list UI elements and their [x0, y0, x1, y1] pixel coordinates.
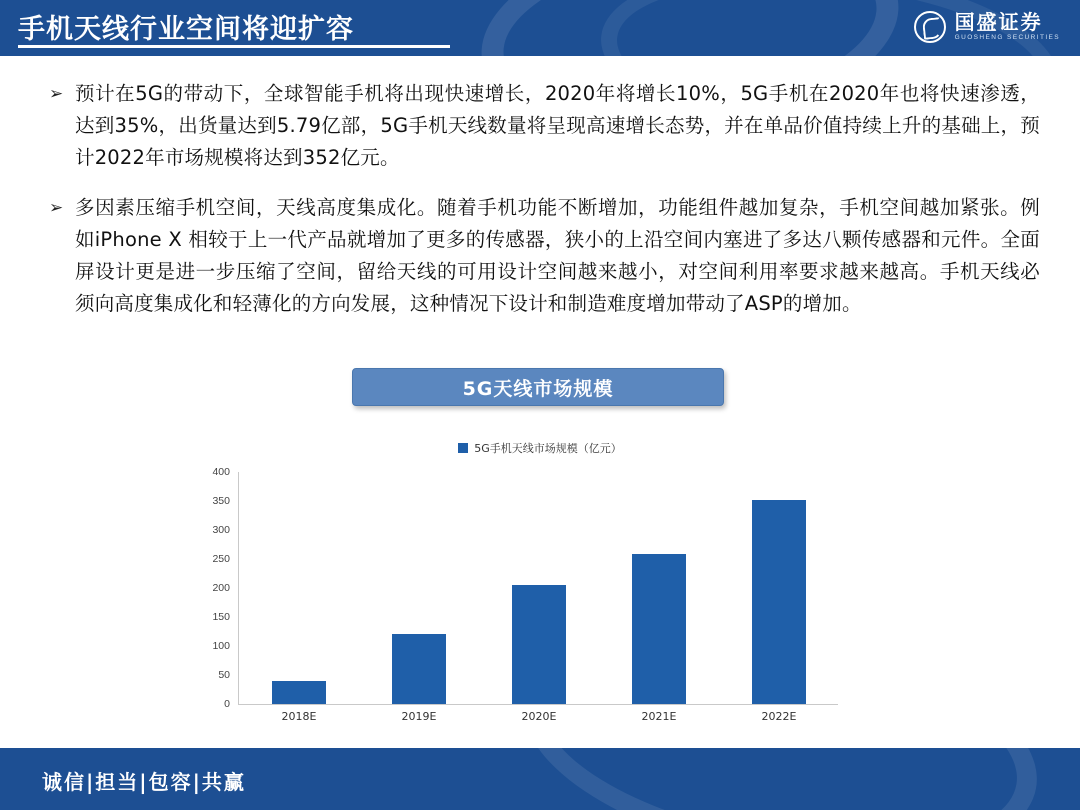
title-underline: [18, 45, 450, 48]
bullet-item: [45, 192, 1040, 320]
y-axis-tick-label: 250: [212, 553, 230, 565]
brand-lockup: [914, 11, 1060, 43]
y-axis-tick-label: 350: [212, 495, 230, 507]
y-axis-tick-label: 400: [212, 466, 230, 478]
footer-slogan: 诚信|担当|包容|共赢: [42, 770, 246, 794]
chart-bar[interactable]: [512, 585, 566, 704]
chart-bars: [239, 472, 839, 704]
slide-header: [0, 0, 1080, 56]
x-axis-line: [238, 704, 838, 705]
bullet-item: [45, 78, 1040, 174]
brand-name-en: GUOSHENG SECURITIES: [954, 34, 1060, 42]
y-axis-tick-labels: [200, 466, 234, 710]
x-axis-tick-label: 2019E: [401, 710, 437, 723]
y-axis-tick-label: 50: [218, 669, 230, 681]
chart-bar[interactable]: [392, 634, 446, 704]
bullet-text: 多因素压缩手机空间，天线高度集成化。随着手机功能不断增加，功能组件越加复杂，手机空间越加紧张。例如iPhone X 相较于上一代产品就增加了更多的传感器，狭小的上沿空间内塞进了多达八颗传感器和元件。全面屏设计更是进一步压缩了空间，留给天线的可用设计空间越来越小，对空间利用率要求越来越高。手机天线必须向高度集成化和轻薄化的方向发展，这种情况下设计和制造难度增加带动了ASP的增加。: [75, 196, 1040, 315]
bullet-marker-icon: ➢: [49, 198, 64, 217]
bar-slot: [239, 472, 359, 704]
bar-slot: [599, 472, 719, 704]
y-axis-tick-label: 100: [212, 640, 230, 652]
chart-title-banner: 5G天线市场规模: [352, 368, 724, 406]
chart-bar[interactable]: [752, 500, 806, 704]
x-axis-tick-label: 2022E: [761, 710, 797, 723]
content-bullets: [45, 78, 1040, 338]
legend-label: 5G手机天线市场规模（亿元）: [474, 442, 622, 455]
chart-plot-area: [200, 466, 880, 740]
y-axis-tick-label: 300: [212, 524, 230, 536]
bullet-marker-icon: ➢: [49, 84, 64, 103]
chart-bar[interactable]: [272, 681, 326, 704]
bar-slot: [719, 472, 839, 704]
page-title: 手机天线行业空间将迎扩容: [18, 14, 354, 45]
x-axis-tick-label: 2021E: [641, 710, 677, 723]
guosheng-logo-icon: [914, 11, 946, 43]
chart-legend: [200, 440, 880, 456]
bar-slot: [479, 472, 599, 704]
legend-color-swatch: [458, 443, 468, 453]
brand-text: [955, 12, 1060, 42]
y-axis-tick-label: 150: [212, 611, 230, 623]
brand-name-cn: 国盛证券: [954, 10, 1043, 35]
bar-slot: [359, 472, 479, 704]
x-axis-tick-label: 2020E: [521, 710, 557, 723]
x-axis-tick-labels: [239, 710, 839, 723]
y-axis-tick-label: 0: [224, 698, 230, 710]
x-axis-tick-label: 2018E: [281, 710, 317, 723]
chart-bar[interactable]: [632, 554, 686, 704]
footer-swoosh-decoration: [504, 748, 1056, 810]
bar-chart: [200, 440, 880, 740]
bullet-text: 预计在5G的带动下，全球智能手机将出现快速增长，2020年将增长10%，5G手机在2020年也将快速渗透，达到35%，出货量达到5.79亿部，5G手机天线数量将呈现高速增长态势，并在单品价值持续上升的基础上，预计2022年市场规模将达到352亿元。: [75, 82, 1040, 169]
y-axis-tick-label: 200: [212, 582, 230, 594]
slide-footer: [0, 748, 1080, 810]
